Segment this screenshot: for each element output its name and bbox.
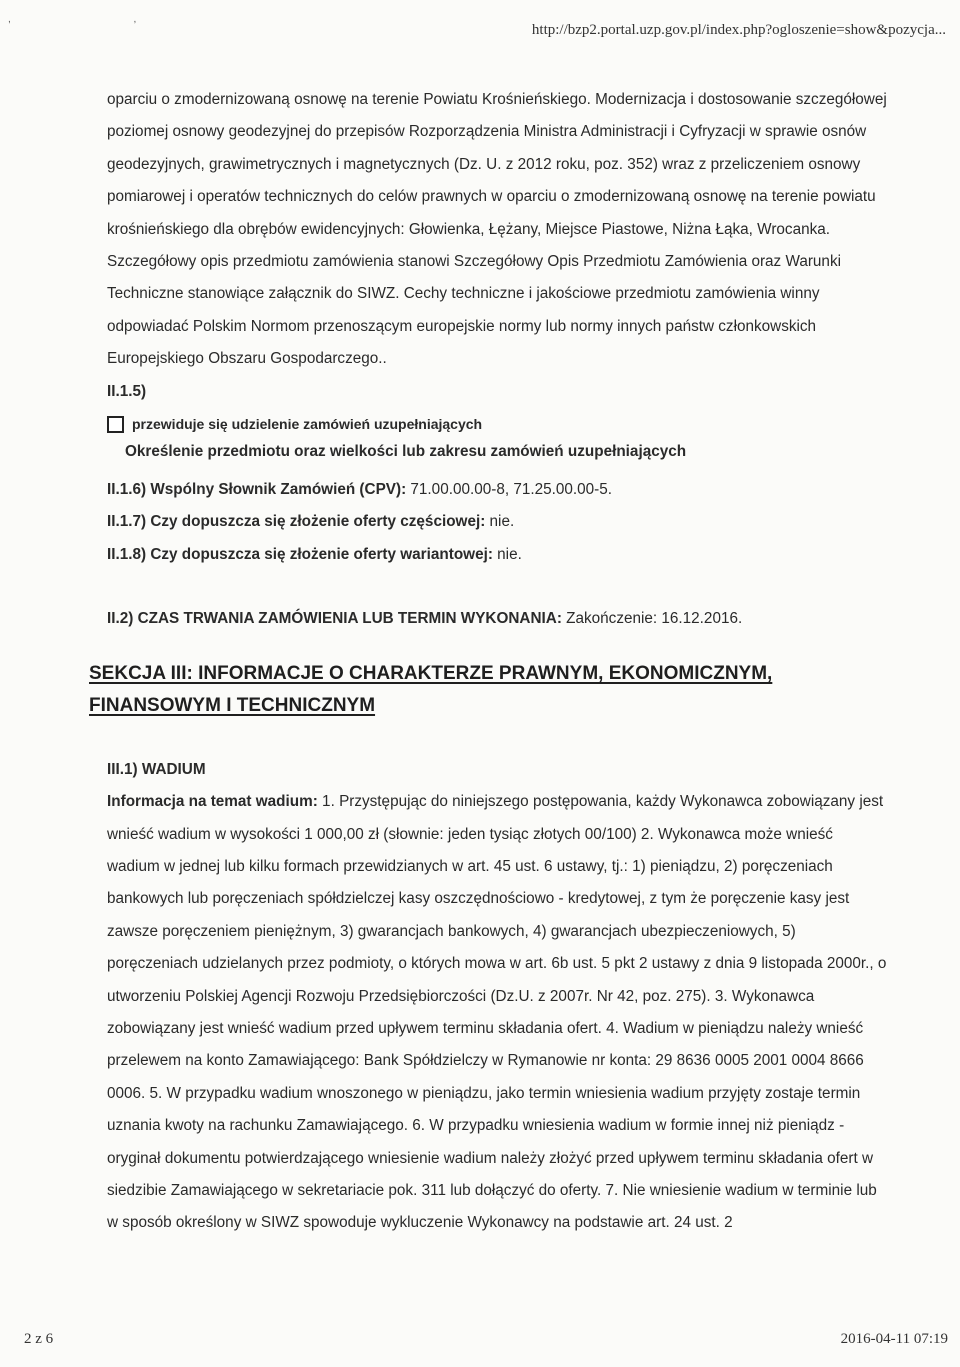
document-content (89, 84, 887, 1240)
wadium-text: 1. Przystępując do niniejszego postępowania, każdy Wykonawca zobowiązany jest wnieść wadium w wysokości 1 000,00 zł (słownie: jeden tysiąc złotych 00/100) 2. Wykonawca może wnieść wadium w jednej lub kilku formach przewidzianych w art. 45 ust. 6 ustawy, tj.: 1) pieniądzu, 2) poręczeniach bankowych lub poręczeniach spółdzielczej kasy oszczędnościowo - kredytowej, z tym że poręczenie kasy jest zawsze poręczeniem pieniężnym, 3) gwarancjach bankowych, 4) gwarancjach ubezpieczeniowych, 5) poręczeniach udzielanych przez podmioty, o których mowa w art. 6b ust. 5 pkt 2 ustawy z dnia 9 listopada 2000r., o utworzeniu Polskiej Agencji Rozwoju Przedsiębiorczości (Dz.U. z 2007r. Nr 42, poz. 275). 3. Wykonawca zobowiązany jest wnieść wadium przed upływem terminu składania ofert. 4. Wadium w pieniądzu należy wnieść przelewem na konto Zamawiającego: Bank Spółdzielczy w Rymanowie nr konta: 29 8636 0005 2001 0004 8666 0006. 5. W przypadku wadium wnoszonego w pieniądzu, jako termin wniesienia wadium przyjęty zostaje termin uznania kwoty na rachunku Zamawiającego. 6. W przypadku wniesienia wadium w formie innej niż pieniądz - oryginał dokumentu potwierdzającego wniesienie wadium należy złożyć przed upływem terminu składania ofert w siedzibie Zamawiającego w sekretariacie pok. 311 lub dołączyć do oferty. 7. Nie wniesienie wadium w terminie lub w sposób określony w SIWZ spowoduje wykluczenie Wykonawcy na podstawie art. 24 ust. 2 (107, 793, 887, 1232)
description-paragraph: oparciu o zmodernizowaną osnowę na terenie Powiatu Krośnieńskiego. Modernizacja i dostosowanie szczegółowej poziomej osnowy geodezyjnej do przepisów Rozporządzenia Ministra Administracji i Cyfryzacji w sprawie osnów geodezyjnych, grawimetrycznych i magnetycznych (Dz. U. z 2012 roku, poz. 352) wraz z przeliczeniem osnowy pomiarowej i operatów technicznych do celów prawnych w oparciu o zmodernizowaną osnowę na terenie powiatu krośnieńskiego dla obrębów ewidencyjnych: Głowienka, Łężany, Miejsce Piastowe, Niżna Łąka, Wrocanka. Szczegółowy opis przedmiotu zamówienia stanowi Szczegółowy Opis Przedmiotu Zamówienia oraz Warunki Techniczne stanowiące załącznik do SIWZ. Cechy techniczne i jakościowe przedmiotu zamówienia winny odpowiadać Polskim Normom przenoszącym europejskie normy lub normy innych państw członkowskich Europejskiego Obszaru Gospodarczego.. (107, 91, 887, 368)
supplementary-orders-label: przewiduje się udzielenie zamówień uzupełniających (132, 416, 483, 433)
variant-offer-label: II.1.8) Czy dopuszcza się złożenie oferty wariantowej: (107, 545, 493, 563)
spacer (107, 571, 887, 603)
section-ii16 (107, 474, 887, 506)
partial-offer-value: nie. (485, 513, 515, 531)
supplementary-orders-checkbox[interactable] (107, 416, 124, 433)
section-ii17 (107, 506, 887, 538)
section-iii1-label: III.1) WADIUM (107, 760, 206, 778)
scan-specks: , , (8, 14, 197, 25)
duration-value: Zakończenie: 16.12.2016. (561, 610, 743, 628)
page-url: http://bzp2.portal.uzp.gov.pl/index.php?ogloszenie=show&pozycja... (531, 22, 946, 38)
section-ii15-label: II.1.5) (107, 382, 147, 400)
supplementary-orders-row (107, 412, 887, 436)
variant-offer-value: nie. (492, 545, 522, 563)
wadium-label: Informacja na temat wadium: (107, 793, 318, 811)
section-ii18 (107, 539, 887, 571)
duration-label: II.2) CZAS TRWANIA ZAMÓWIENIA LUB TERMIN WYKONANIA: (107, 610, 562, 628)
print-datetime: 2016-04-11 07:19 (840, 1331, 948, 1347)
section-ii2 (107, 603, 887, 635)
cpv-label: II.1.6) Wspólny Słownik Zamówień (CPV): (107, 481, 407, 499)
supplementary-orders-subheading: Określenie przedmiotu oraz wielkości lub zakresu zamówień uzupełniających (125, 443, 687, 461)
section-iii-title: SEKCJA III: INFORMACJE O CHARAKTERZE PRAWNYM, EKONOMICZNYM, FINANSOWYM I TECHNICZNYM (89, 662, 773, 716)
wadium-paragraph (107, 786, 887, 1240)
page-number: 2 z 6 (24, 1331, 54, 1347)
partial-offer-label: II.1.7) Czy dopuszcza się złożenie oferty częściowej: (107, 513, 486, 531)
cpv-value: 71.00.00.00-8, 71.25.00.00-5. (406, 481, 612, 499)
